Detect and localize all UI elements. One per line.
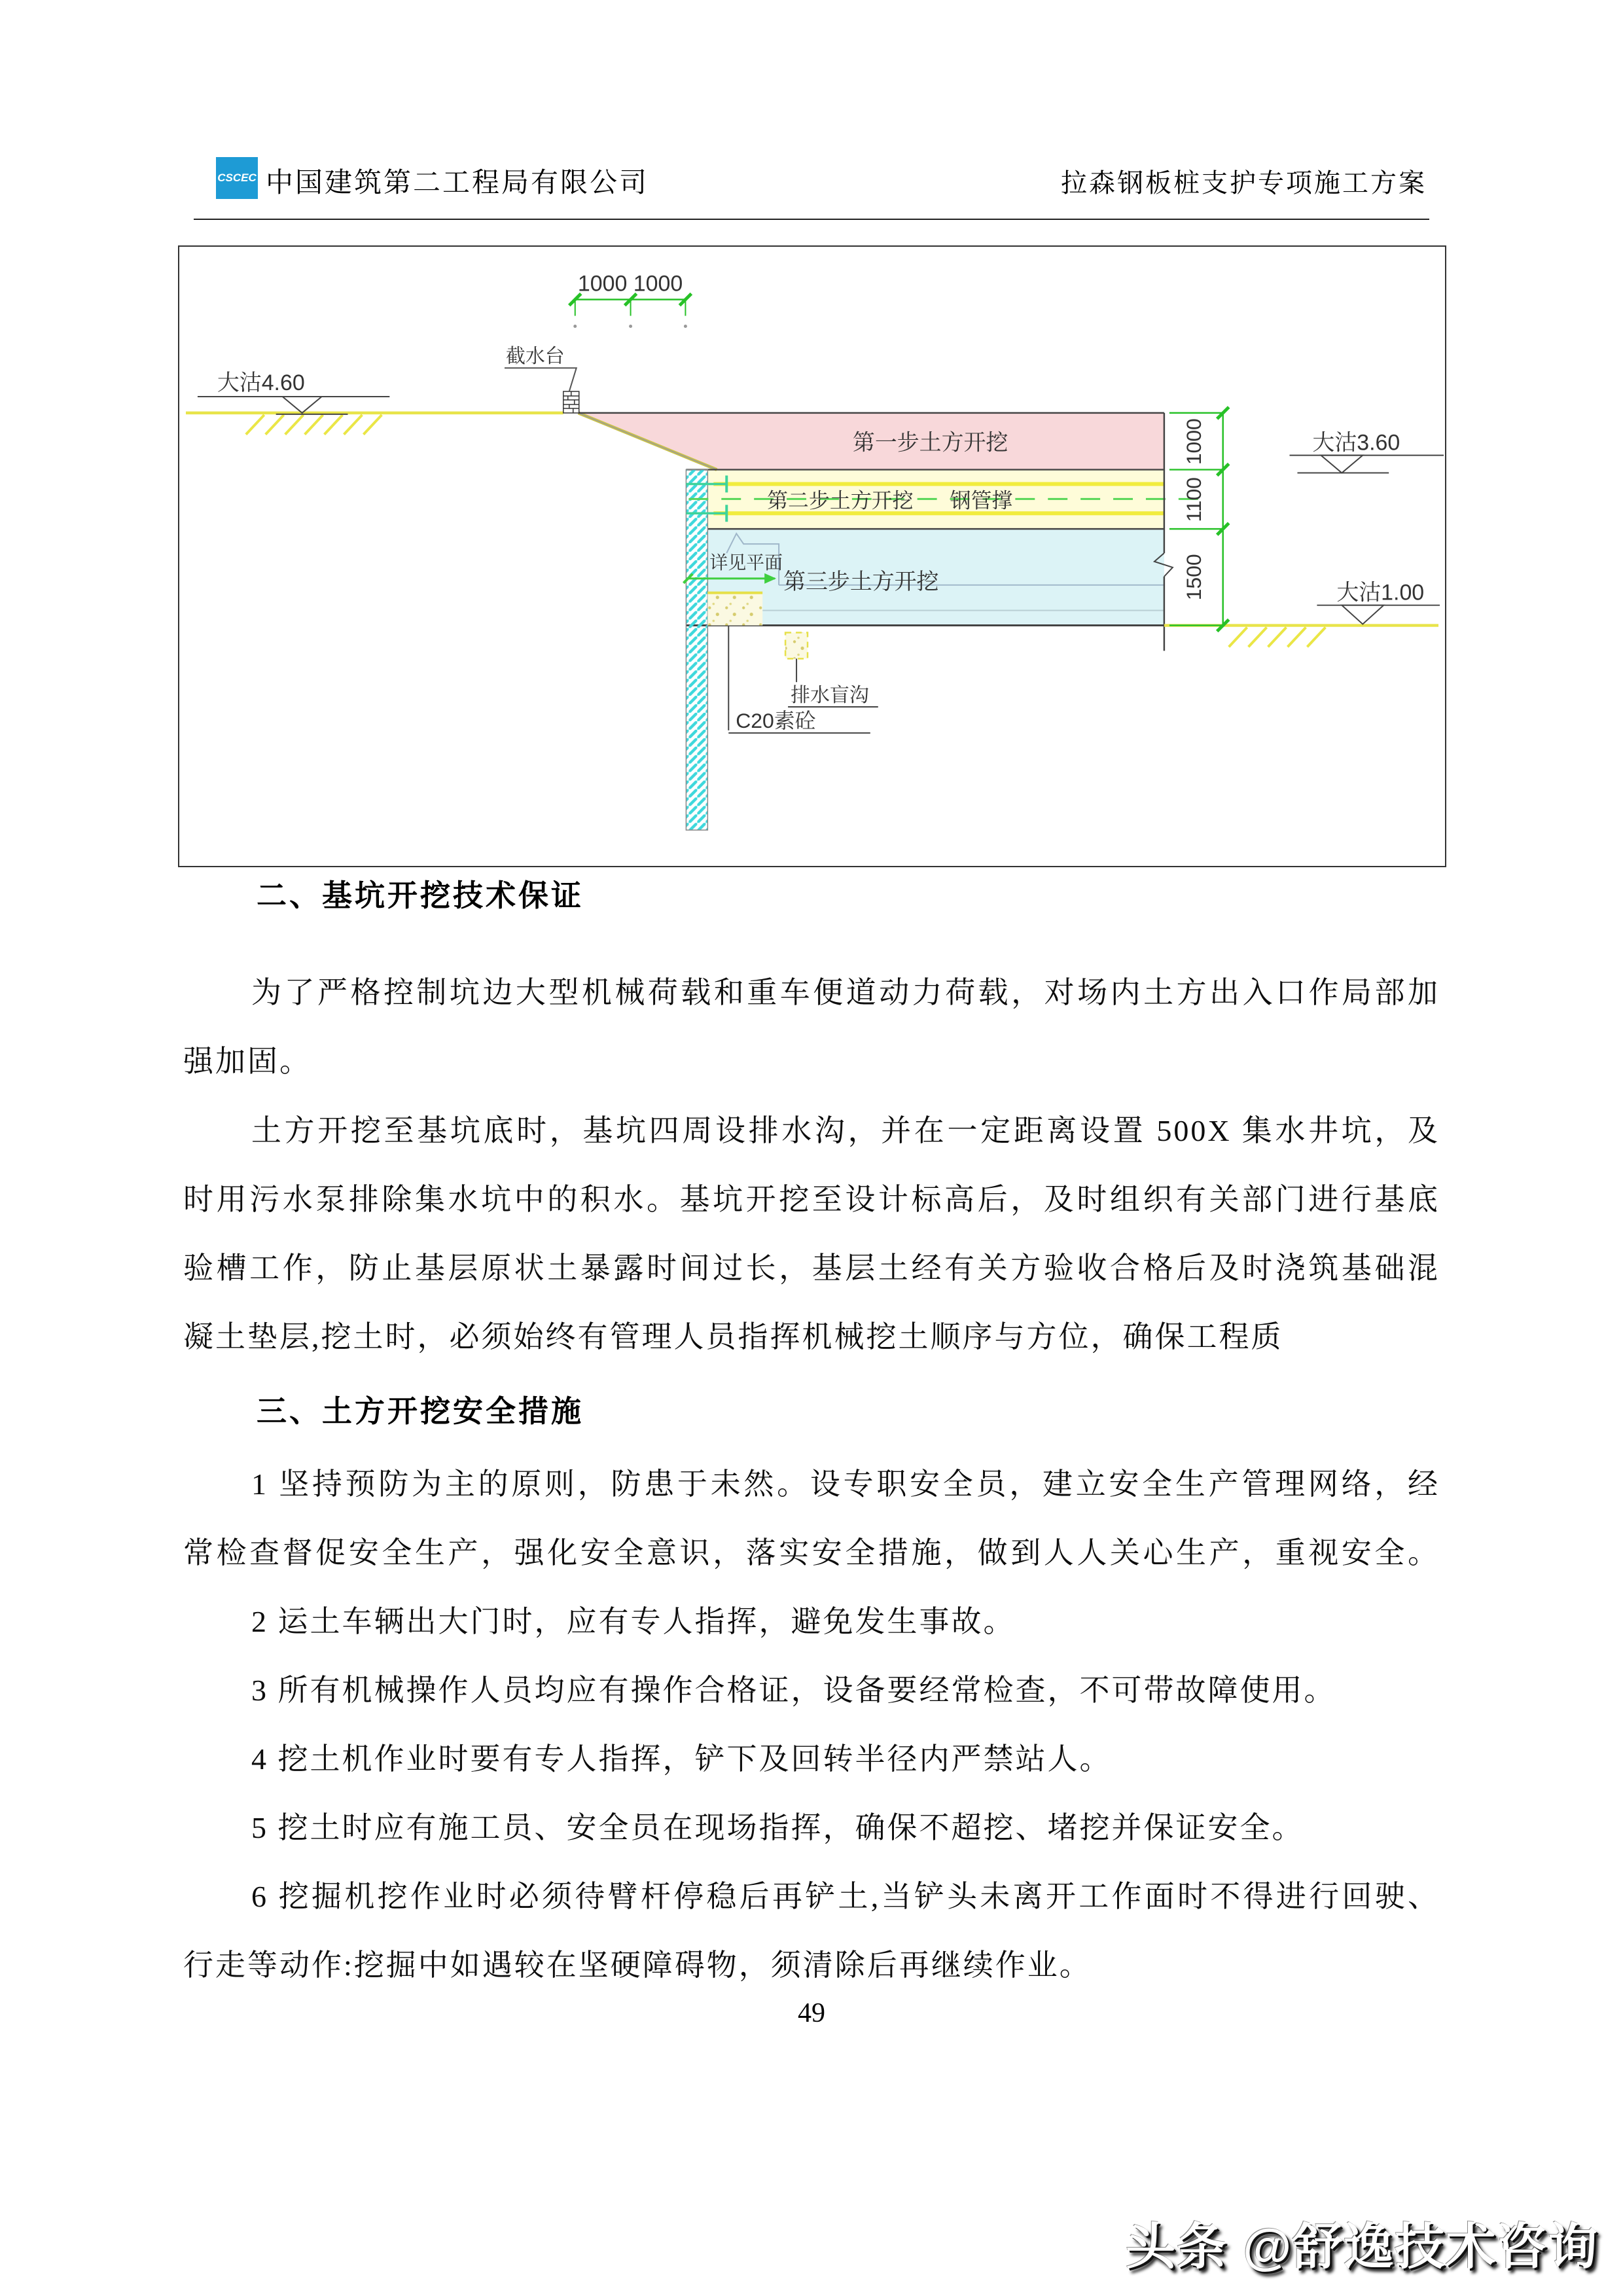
safety-item-3: 3 所有机械操作人员均应有操作合格证，设备要经常检查，不可带故障使用。: [251, 1674, 1336, 1707]
dim-ext-dot: [629, 325, 632, 328]
para-load-line-2: 强加固。: [183, 1045, 312, 1078]
company-logo-text: CSCEC: [217, 171, 257, 184]
blind-drain-label: 排水盲沟: [791, 685, 869, 707]
dim-ext-dot: [684, 325, 687, 328]
step2-label: 第二步土方开挖: [767, 488, 914, 512]
safety-item-1-line-2: 常检查督促安全生产，强化安全意识，落实安全措施，做到人人关心生产，重视安全。: [183, 1536, 1440, 1570]
top-dim-label-2: 1000: [633, 271, 683, 296]
company-logo: [216, 157, 258, 199]
top-dim-label-1: 1000: [577, 271, 628, 296]
water-cutoff-brick-wall: [563, 391, 579, 413]
para-drainage-line-4: 凝土垫层,挖土时，必须始终有管理人员指挥机械挖土顺序与方位，确保工程质: [183, 1320, 1283, 1354]
safety-item-6-line-1: 6 挖掘机挖作业时必须待臂杆停稳后再铲土,当铲头未离开工作面时不得进行回驶、: [251, 1880, 1440, 1913]
c20-label: C20素砼: [736, 708, 816, 732]
safety-item-2: 2 运土车辆出大门时，应有专人指挥，避免发生事故。: [251, 1605, 1016, 1638]
excavation-section-drawing: [179, 247, 1445, 866]
dim-ext-dot: [573, 325, 577, 328]
para-drainage-line-3: 验槽工作，防止基层原状土暴露时间过长，基层土经有关方验收合格后及时浇筑基础混: [183, 1251, 1440, 1285]
ground-hatch-left: [246, 415, 382, 435]
elevation-right-lower-label: 大沽1.00: [1336, 580, 1425, 605]
top-dimension-chain: [569, 294, 692, 316]
sheet-pile-wall: [686, 470, 707, 831]
safety-item-5: 5 挖土时应有施工员、安全员在现场指挥，确保不超挖、堵挖并保证安全。: [251, 1811, 1304, 1844]
para-drainage-line-2: 时用污水泵排除集水坑中的积水。基坑开挖至设计标高后，及时组织有关部门进行基底: [183, 1183, 1440, 1216]
step3-label: 第三步土方开挖: [783, 569, 939, 594]
para-drainage-line-1: 土方开挖至基坑底时，基坑四周设排水沟，并在一定距离设置 500X 集水井坑，及: [251, 1114, 1440, 1147]
see-plan-label: 详见平面: [709, 552, 783, 573]
pipe-strut-label: 钢管撑: [950, 488, 1013, 512]
elevation-marker-right-lower: [1317, 605, 1440, 624]
header-doc-title: 拉森钢板桩支护专项施工方案: [1061, 168, 1427, 198]
elevation-left-label: 大沽4.60: [217, 370, 305, 396]
header-company-name: 中国建筑第二工程局有限公司: [266, 168, 649, 198]
right-dim-label-1100: 1100: [1181, 477, 1205, 522]
elevation-marker-right-upper: [1289, 456, 1444, 473]
section-heading-2: 二、基坑开挖技术保证: [257, 878, 584, 912]
right-dim-label-1000: 1000: [1181, 418, 1205, 465]
water-cutoff-leader: [505, 368, 577, 391]
step1-label: 第一步土方开挖: [852, 430, 1008, 456]
blind-drain-block: [785, 633, 808, 659]
safety-item-4: 4 挖土机作业时要有专人指挥，铲下及回转半径内严禁站人。: [251, 1742, 1112, 1776]
watermark: 头条 @舒逸技术咨询: [1126, 2219, 1599, 2275]
water-cutoff-label: 截水台: [505, 346, 565, 368]
right-dim-label-1500: 1500: [1181, 554, 1205, 601]
page-number: 49: [798, 1998, 825, 2028]
safety-item-1-line-1: 1 坚持预防为主的原则，防患于未然。设专职安全员，建立安全生产管理网络，经: [251, 1467, 1440, 1501]
header-divider: [194, 219, 1429, 220]
safety-item-6-line-2: 行走等动作:挖掘中如遇较在坚硬障碍物，须清除后再继续作业。: [183, 1948, 1092, 1982]
excavation-section-diagram: [178, 245, 1446, 867]
ground-hatch-right: [1229, 628, 1326, 647]
para-load-line-1: 为了严格控制坑边大型机械荷载和重车便道动力荷载，对场内土方出入口作局部加: [251, 976, 1440, 1009]
elevation-right-upper-label: 大沽3.60: [1312, 430, 1400, 456]
section-heading-3: 三、土方开挖安全措施: [257, 1394, 584, 1428]
c20-concrete-block: [707, 593, 762, 626]
